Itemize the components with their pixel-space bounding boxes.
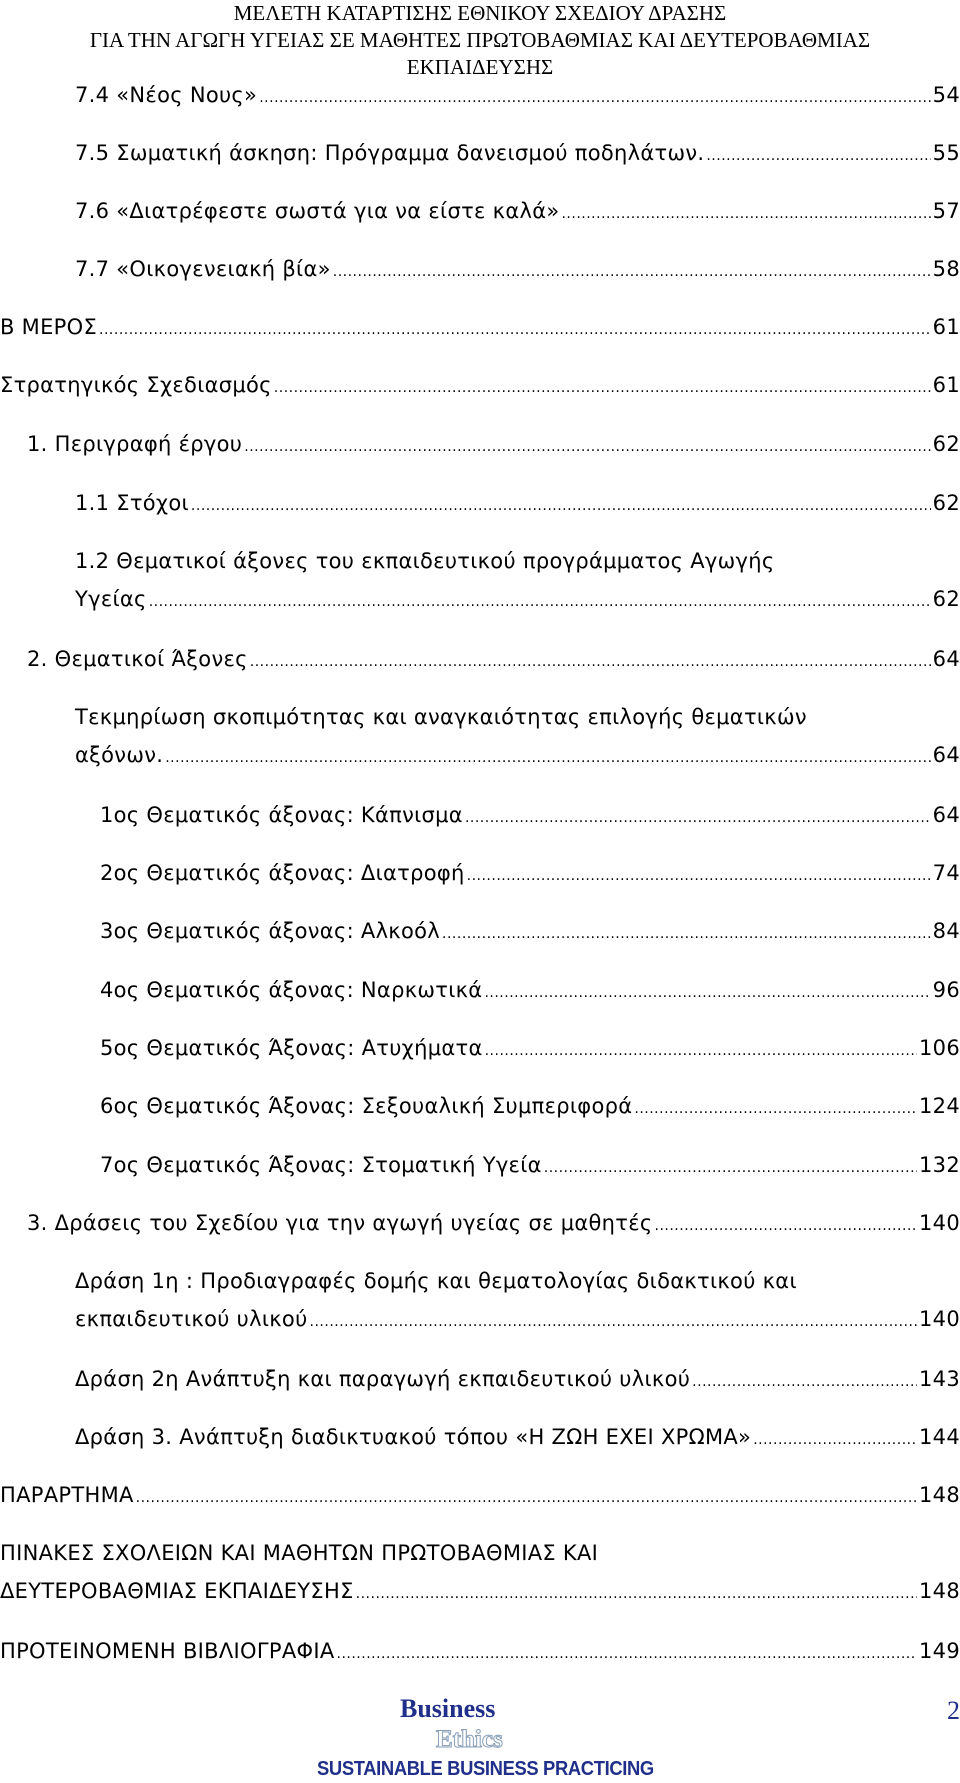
header-line-3: ΕΚΠΑΙΔΕΥΣΗΣ <box>406 55 554 79</box>
dot-leader <box>753 1425 917 1455</box>
toc-entry[interactable] <box>100 858 960 891</box>
toc-entry[interactable] <box>100 1091 960 1124</box>
toc-entry-title: Δράση 3. Ανάπτυξη διαδικτυακού τόπου «Η ΖΩΗ ΕΧΕΙ ΧΡΩΜΑ» <box>75 1425 752 1449</box>
toc-entry[interactable] <box>100 800 960 833</box>
toc-entry[interactable] <box>0 370 960 403</box>
toc-entry-page: 149 <box>919 1639 960 1663</box>
toc-entry-page: 106 <box>919 1036 960 1060</box>
toc-entry-title: Δράση 2η Ανάπτυξη και παραγωγή εκπαιδευτικού υλικού <box>75 1367 691 1391</box>
toc-entry-page: 64 <box>932 647 960 671</box>
document-header <box>0 0 960 81</box>
toc-entry-title: αξόνων. <box>75 743 164 767</box>
logo-ethics: Ethics <box>436 1726 503 1753</box>
toc-entry[interactable] <box>75 80 960 113</box>
dot-leader <box>337 1639 918 1669</box>
toc-entry-page: 62 <box>932 491 960 515</box>
toc-entry[interactable] <box>75 138 960 171</box>
toc-entry-page: 140 <box>919 1307 960 1331</box>
toc-entry[interactable] <box>100 975 960 1008</box>
logo-business: Business <box>400 1694 496 1723</box>
toc-entry[interactable] <box>0 1480 960 1513</box>
toc-entry-title-line1: Τεκμηρίωση σκοπιμότητας και αναγκαιότητας επιλογής θεματικών <box>75 705 807 729</box>
toc-entry-title: 6ος Θεματικός Άξονας: Σεξουαλική Συμπεριφορά <box>100 1094 633 1118</box>
toc-entry-page: 57 <box>932 199 960 223</box>
toc-entry-page: 64 <box>932 803 960 827</box>
toc-entry[interactable] <box>0 1636 960 1669</box>
toc-entry[interactable] <box>27 429 960 462</box>
toc-entry-title: Β ΜΕΡΟΣ <box>0 315 98 339</box>
dot-leader <box>442 919 931 949</box>
toc-entry[interactable] <box>75 1364 960 1397</box>
dot-leader <box>244 432 930 462</box>
toc-entry[interactable] <box>75 702 960 773</box>
toc-entry-title: 2ος Θεματικός άξονας: Διατροφή <box>100 861 465 885</box>
toc-entry-title: 1.1 Στόχοι <box>75 491 189 515</box>
dot-leader <box>259 83 930 113</box>
toc-entry[interactable] <box>75 196 960 229</box>
dot-leader <box>465 803 931 833</box>
toc-entry-title: 7.4 «Νέος Νους» <box>75 83 258 107</box>
toc-entry-title: 4ος Θεματικός άξονας: Ναρκωτικά <box>100 978 483 1002</box>
toc-entry-title-line1: ΠΙΝΑΚΕΣ ΣΧΟΛΕΙΩΝ ΚΑΙ ΜΑΘΗΤΩΝ ΠΡΩΤΟΒΑΘΜΙΑΣ ΚΑΙ <box>0 1541 599 1565</box>
dot-leader <box>561 199 930 229</box>
toc-entry[interactable] <box>27 1208 960 1241</box>
toc-entry-title-line1: Δράση 1η : Προδιαγραφές δομής και θεματολογίας διδακτικού και <box>75 1269 797 1293</box>
toc-entry-title: 7.6 «Διατρέφεστε σωστά για να είστε καλά» <box>75 199 560 223</box>
dot-leader <box>544 1153 917 1183</box>
toc-entry-page: 84 <box>932 919 960 943</box>
dot-leader <box>250 647 931 677</box>
toc-entry[interactable] <box>100 1033 960 1066</box>
toc-entry-title: 1. Περιγραφή έργου <box>27 432 243 456</box>
toc-entry-page: 148 <box>919 1579 960 1603</box>
dot-leader <box>634 1094 917 1124</box>
dot-leader <box>692 1367 917 1397</box>
toc-entry-page: 143 <box>919 1367 960 1391</box>
dot-leader <box>706 141 930 171</box>
toc-entry-title: 1ος Θεματικός άξονας: Κάπνισμα <box>100 803 463 827</box>
toc-entry-page: 55 <box>932 141 960 165</box>
toc-entry-page: 140 <box>919 1211 960 1235</box>
toc-entry-title-line1: 1.2 Θεματικοί άξονες του εκπαιδευτικού προγράμματος Αγωγής <box>75 549 775 573</box>
toc-entry-page: 61 <box>932 315 960 339</box>
toc-entry-title: 5ος Θεματικός Άξονας: Ατυχήματα <box>100 1036 483 1060</box>
toc-entry[interactable] <box>0 1538 960 1609</box>
toc-entry[interactable] <box>75 254 960 287</box>
toc-entry[interactable] <box>75 1266 960 1337</box>
dot-leader <box>485 1036 917 1066</box>
toc-entry-page: 62 <box>932 432 960 456</box>
toc-entry[interactable] <box>75 546 960 617</box>
dot-leader <box>333 257 931 287</box>
toc-entry[interactable] <box>27 644 960 677</box>
dot-leader <box>310 1307 917 1337</box>
toc-entry-page: 64 <box>932 743 960 767</box>
dot-leader <box>99 315 931 345</box>
toc-entry-title: εκπαιδευτικού υλικού <box>75 1307 308 1331</box>
toc-entry-title: ΠΑΡΑΡΤΗΜΑ <box>0 1483 134 1507</box>
dot-leader <box>165 743 930 773</box>
dot-leader <box>467 861 931 891</box>
toc-entry[interactable] <box>0 312 960 345</box>
dot-leader <box>655 1211 918 1241</box>
toc-entry-title: Στρατηγικός Σχεδιασμός <box>0 373 272 397</box>
toc-entry[interactable] <box>75 1422 960 1455</box>
toc-entry-page: 148 <box>919 1483 960 1507</box>
toc-entry-title: 3ος Θεματικός άξονας: Αλκοόλ <box>100 919 441 943</box>
header-line-1: ΜΕΛΕΤΗ ΚΑΤΑΡΤΙΣΗΣ ΕΘΝΙΚΟΥ ΣΧΕΔΙΟΥ ΔΡΑΣΗΣ <box>233 1 727 25</box>
dot-leader <box>191 491 931 521</box>
dot-leader <box>484 978 930 1008</box>
toc-entry-title: 2. Θεματικοί Άξονες <box>27 647 248 671</box>
toc-entry-page: 124 <box>919 1094 960 1118</box>
toc-entry-title: ΠΡΟΤΕΙΝΟΜΕΝΗ ΒΙΒΛΙΟΓΡΑΦΙΑ <box>0 1639 335 1663</box>
toc-entry[interactable] <box>100 1150 960 1183</box>
toc-entry-title: 3. Δράσεις του Σχεδίου για την αγωγή υγείας σε μαθητές <box>27 1211 653 1235</box>
toc-entry-title: 7ος Θεματικός Άξονας: Στοματική Υγεία <box>100 1153 542 1177</box>
toc-entry-page: 74 <box>932 861 960 885</box>
toc-entry-page: 132 <box>919 1153 960 1177</box>
logo-tagline: SUSTAINABLE BUSINESS PRACTICING <box>317 1758 654 1780</box>
dot-leader <box>149 587 931 617</box>
toc-entry-title: Υγείας <box>75 587 147 611</box>
dot-leader <box>356 1579 917 1609</box>
toc-entry[interactable] <box>75 488 960 521</box>
dot-leader <box>274 373 931 403</box>
toc-entry-title: ΔΕΥΤΕΡΟΒΑΘΜΙΑΣ ΕΚΠΑΙΔΕΥΣΗΣ <box>0 1579 354 1603</box>
dot-leader <box>136 1483 917 1513</box>
page-number: 2 <box>947 1696 960 1725</box>
toc-entry-page: 144 <box>919 1425 960 1449</box>
toc-entry-page: 61 <box>932 373 960 397</box>
toc-entry-title: 7.7 «Οικογενειακή βία» <box>75 257 331 281</box>
header-line-2: ΓΙΑ ΤΗΝ ΑΓΩΓΗ ΥΓΕΙΑΣ ΣΕ ΜΑΘΗΤΕΣ ΠΡΩΤΟΒΑΘΜΙΑΣ ΚΑΙ ΔΕΥΤΕΡΟΒΑΘΜΙΑΣ <box>89 28 871 52</box>
toc-entry-page: 54 <box>932 83 960 107</box>
toc-entry-page: 62 <box>932 587 960 611</box>
toc-entry-page: 58 <box>932 257 960 281</box>
toc-entry-title: 7.5 Σωματική άσκηση: Πρόγραμμα δανεισμού ποδηλάτων. <box>75 141 705 165</box>
toc-entry[interactable] <box>100 916 960 949</box>
toc-entry-page: 96 <box>932 978 960 1002</box>
